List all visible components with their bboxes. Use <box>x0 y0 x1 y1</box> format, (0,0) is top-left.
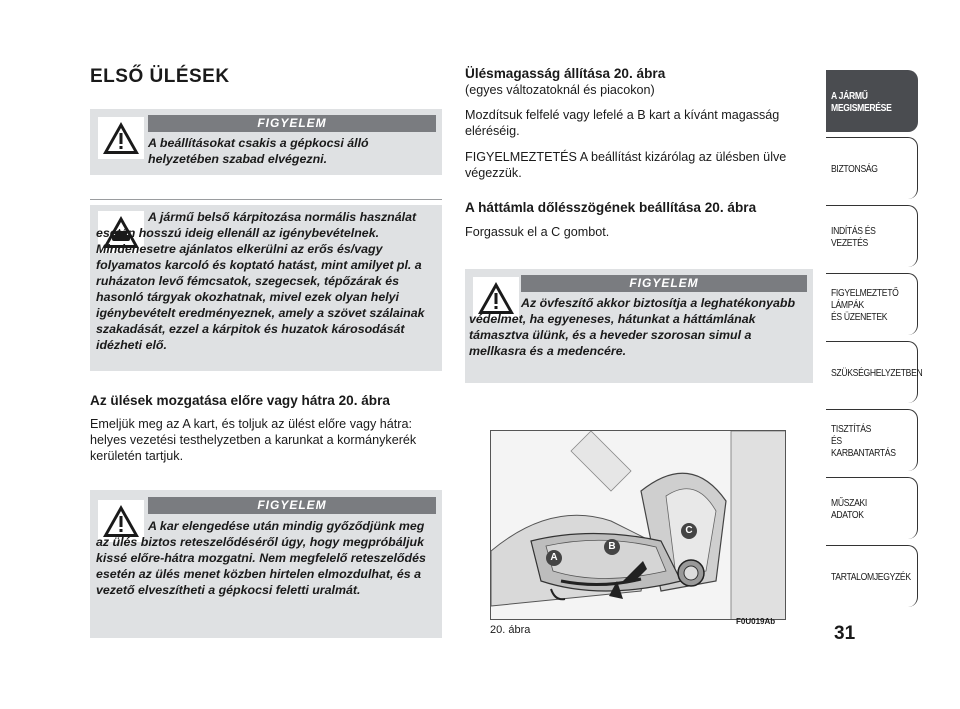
info-text: A jármű belső kárpitozása normális használat esetén hosszú ideig ellenáll az igénybevételnek. Mindenesetre ajánlatos elkerülni az erős és/vagy folyamatos karcoló és koptató hatást, mint amilyet pl. a ruházaton levő fémcsatok, szegecsek, tépőzárak és hasonló tárgyak okozhatnak, mivel ezek olyan helyi igénybevételt eredményeznek, amely a szövet szálainak szakadását, ezzel a kárpitok és huzatok károsodását idézheti elő. <box>96 210 425 352</box>
page-number: 31 <box>834 623 856 644</box>
nav-item-starting-driving[interactable]: INDÍTÁS ÉS VEZETÉS <box>826 205 918 267</box>
section-text-seat-height: Mozdítsuk felfelé vagy lefelé a B kart a kívánt magasság eléréséig. <box>465 108 780 138</box>
figure-code: F0U019Ab <box>736 617 776 626</box>
warning-box-lever <box>90 490 442 638</box>
section-heading-seat-height: Ülésmagasság állítása 20. ábra <box>465 66 666 81</box>
warning-label: FIGYELEM <box>148 115 436 132</box>
nav-item-maintenance[interactable]: TISZTÍTÁS ÉS KARBANTARTÁS <box>826 409 918 471</box>
nav-item-emergency[interactable]: SZÜKSÉGHELYZETBEN <box>826 341 918 403</box>
warning-label: FIGYELEM <box>521 275 807 292</box>
nav-item-technical-data[interactable]: MŰSZAKI ADATOK <box>826 477 918 539</box>
section-heading-seat-move: Az ülések mozgatása előre vagy hátra 20. ábra <box>90 393 390 408</box>
nav-item-index[interactable]: TARTALOMJEGYZÉK <box>826 545 918 607</box>
warning-label: FIGYELEM <box>148 497 436 514</box>
nav-item-warning-lights[interactable]: FIGYELMEZTETŐ LÁMPÁK ÉS ÜZENETEK <box>826 273 918 335</box>
warning-text: Az övfeszítő akkor biztosítja a leghatékonyabb védelmet, ha egyeneses, hátunkat a háttámlának támasztva ülünk, és a heveder szorosan simul a mellkasra és a medencére. <box>469 296 796 358</box>
warning-box-settings <box>90 109 442 175</box>
figure-label-c: C <box>681 523 697 539</box>
figure-label-a: A <box>546 550 562 566</box>
section-subheading-seat-height: (egyes változatoknál és piacokon) <box>465 83 655 97</box>
warning-triangle-icon <box>98 117 144 159</box>
seat-illustration <box>491 431 786 620</box>
info-box-upholstery <box>90 205 442 371</box>
warning-text: A beállításokat csakis a gépkocsi álló helyzetében szabad elvégezni. <box>148 136 369 166</box>
page-title: ELSŐ ÜLÉSEK <box>90 66 230 87</box>
divider <box>90 199 442 200</box>
nav-item-safety[interactable]: BIZTONSÁG <box>826 137 918 199</box>
section-text-backrest: Forgassuk el a C gombot. <box>465 225 610 239</box>
section-text-seat-move: Emeljük meg az A kart, és toljuk az ülést előre vagy hátra: helyes vezetési testhelyzetben a karunkat a kormánykerék kerületén tartjuk. <box>90 417 417 463</box>
section-note-seat-height: FIGYELMEZTETÉS A beállítást kizárólag az ülésben ülve végezzük. <box>465 150 787 180</box>
nav-item-vehicle[interactable]: A JÁRMŰ MEGISMERÉSE <box>826 70 918 132</box>
warning-text: A kar elengedése után mindig győződjünk meg az ülés biztos reteszelődéséről úgy, hogy megpróbáljuk kissé előre-hátra mozgatni. Nem megfelelő reteszelődés esetén az ülés menet közben hirtelen elmozdulhat, és a vezető elveszítheti a gépkocsi feletti uralmát. <box>96 519 426 597</box>
seat-adjustment-figure <box>490 430 786 620</box>
warning-box-belt <box>465 269 813 383</box>
figure-label-b: B <box>604 539 620 555</box>
figure-caption: 20. ábra <box>490 624 531 636</box>
section-heading-backrest: A háttámla dőlésszögének beállítása 20. ábra <box>465 200 757 215</box>
